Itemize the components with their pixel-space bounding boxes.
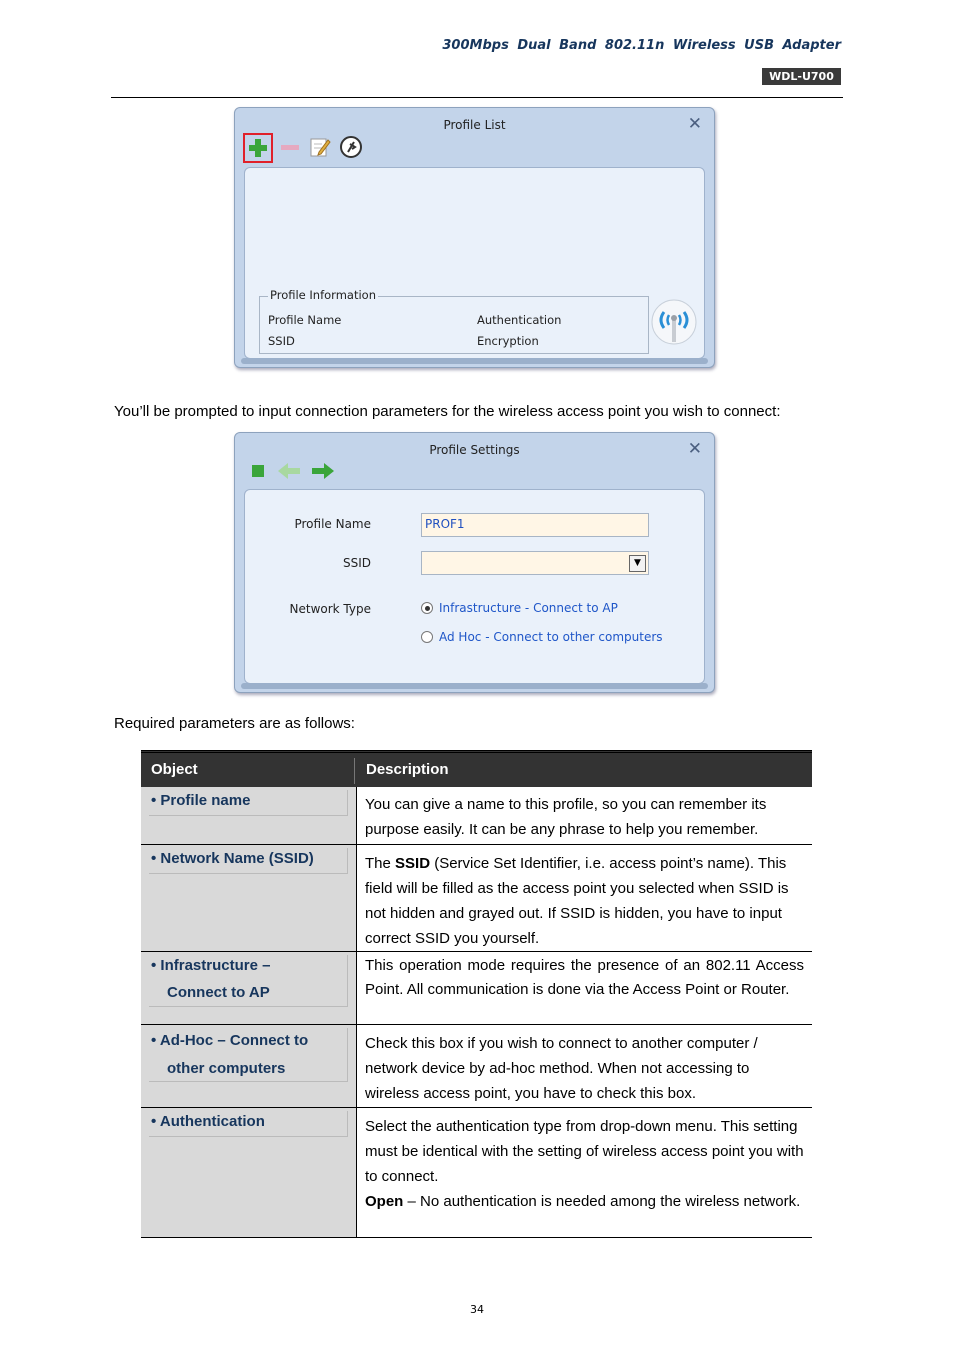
profile-list-title: Profile List: [443, 118, 506, 132]
close-icon[interactable]: ✕: [687, 439, 702, 459]
object-cell: [141, 1025, 357, 1107]
table-row: [141, 952, 812, 1025]
page-number: 34: [470, 1303, 484, 1316]
ssid-dropdown[interactable]: [421, 551, 649, 575]
profile-settings-title: Profile Settings: [429, 443, 520, 457]
adhoc-option-label: Ad Hoc - Connect to other computers: [439, 630, 663, 644]
object-text: • Ad-Hoc – Connect to other computers: [151, 1032, 309, 1077]
edit-icon[interactable]: [308, 135, 332, 159]
profile-name-label: Profile Name: [294, 517, 371, 531]
activate-icon[interactable]: [338, 134, 364, 160]
document-title: 300Mbps Dual Band 802.11n Wireless USB Adapter: [442, 38, 841, 53]
profile-name-label: Profile Name: [268, 313, 342, 327]
description-cell: This operation mode requires the presence of an 802.11 Access Point. All communication is done via the Access Point or Router.: [365, 957, 804, 998]
description-column-header: Description: [366, 761, 449, 778]
table-header: [141, 750, 812, 787]
adhoc-radio[interactable]: [421, 630, 663, 644]
table-row: [141, 1108, 812, 1238]
radio-selected-icon[interactable]: [421, 602, 433, 614]
back-arrow-icon[interactable]: [277, 461, 303, 481]
object-text: • Infrastructure – Connect to AP: [151, 957, 271, 1001]
profile-settings-panel: [244, 489, 705, 684]
profile-name-field[interactable]: PROF1: [421, 513, 649, 537]
description-cell: Select the authentication type from drop-down menu. This setting must be identical with the setting of wireless access point you with to connect. Open – No authentication is needed among the wireless network.: [365, 1114, 804, 1214]
open-auth-note: Open – No authentication is needed among the wireless network.: [365, 1193, 801, 1210]
profile-information-legend: Profile Information: [270, 288, 376, 302]
description-cell: You can give a name to this profile, so you can remember its purpose easily. It can be any phrase to help you remember.: [365, 796, 767, 838]
infrastructure-radio[interactable]: [421, 601, 618, 615]
close-icon[interactable]: ✕: [687, 114, 702, 134]
ssid-label: SSID: [268, 334, 295, 348]
remove-icon[interactable]: [279, 138, 301, 158]
object-cell: [141, 787, 357, 844]
wireless-signal-icon: [650, 296, 698, 348]
profile-list-panel: [244, 167, 705, 359]
table-row: [141, 1025, 812, 1108]
intro-paragraph: You’ll be prompted to input connection parameters for the wireless access point you wish to connect:: [114, 403, 781, 420]
table-row: [141, 787, 812, 845]
authentication-label: Authentication: [477, 313, 562, 327]
description-cell: Check this box if you wish to connect to another computer / network device by ad-hoc method. When not accessing to wireless access point, you have to check this box.: [365, 1035, 758, 1102]
object-text: • Profile name: [151, 792, 251, 809]
profile-list-window: [234, 107, 715, 368]
profile-information-group: [259, 288, 649, 354]
chevron-down-icon[interactable]: ▼: [629, 555, 646, 572]
object-cell: [141, 845, 357, 951]
add-icon[interactable]: [243, 133, 273, 163]
header-divider: [111, 97, 843, 98]
object-text: • Network Name (SSID): [151, 850, 314, 867]
table-row: [141, 845, 812, 952]
forward-arrow-icon[interactable]: [309, 461, 335, 481]
ssid-label: SSID: [342, 556, 371, 570]
profile-settings-window: [234, 432, 715, 693]
window-bottom-bar: [241, 683, 708, 689]
model-badge: WDL-U700: [762, 68, 841, 85]
object-text: • Authentication: [151, 1113, 265, 1130]
infrastructure-option-label: Infrastructure - Connect to AP: [439, 601, 618, 615]
window-bottom-bar: [241, 358, 708, 364]
stop-icon[interactable]: [250, 463, 266, 479]
network-type-label: Network Type: [289, 602, 371, 616]
header-separator: [354, 758, 355, 784]
required-paragraph: Required parameters are as follows:: [114, 715, 355, 732]
object-cell: [141, 952, 357, 1024]
encryption-label: Encryption: [477, 334, 539, 348]
object-column-header: Object: [151, 761, 198, 778]
radio-unselected-icon[interactable]: [421, 631, 433, 643]
description-cell: The SSID (Service Set Identifier, i.e. access point’s name). This field will be filled as the access point you selected when SSID is not hidden and grayed out. If SSID is hidden, you have to input correct SSID you yourself.: [365, 855, 789, 947]
object-cell: [141, 1108, 357, 1237]
